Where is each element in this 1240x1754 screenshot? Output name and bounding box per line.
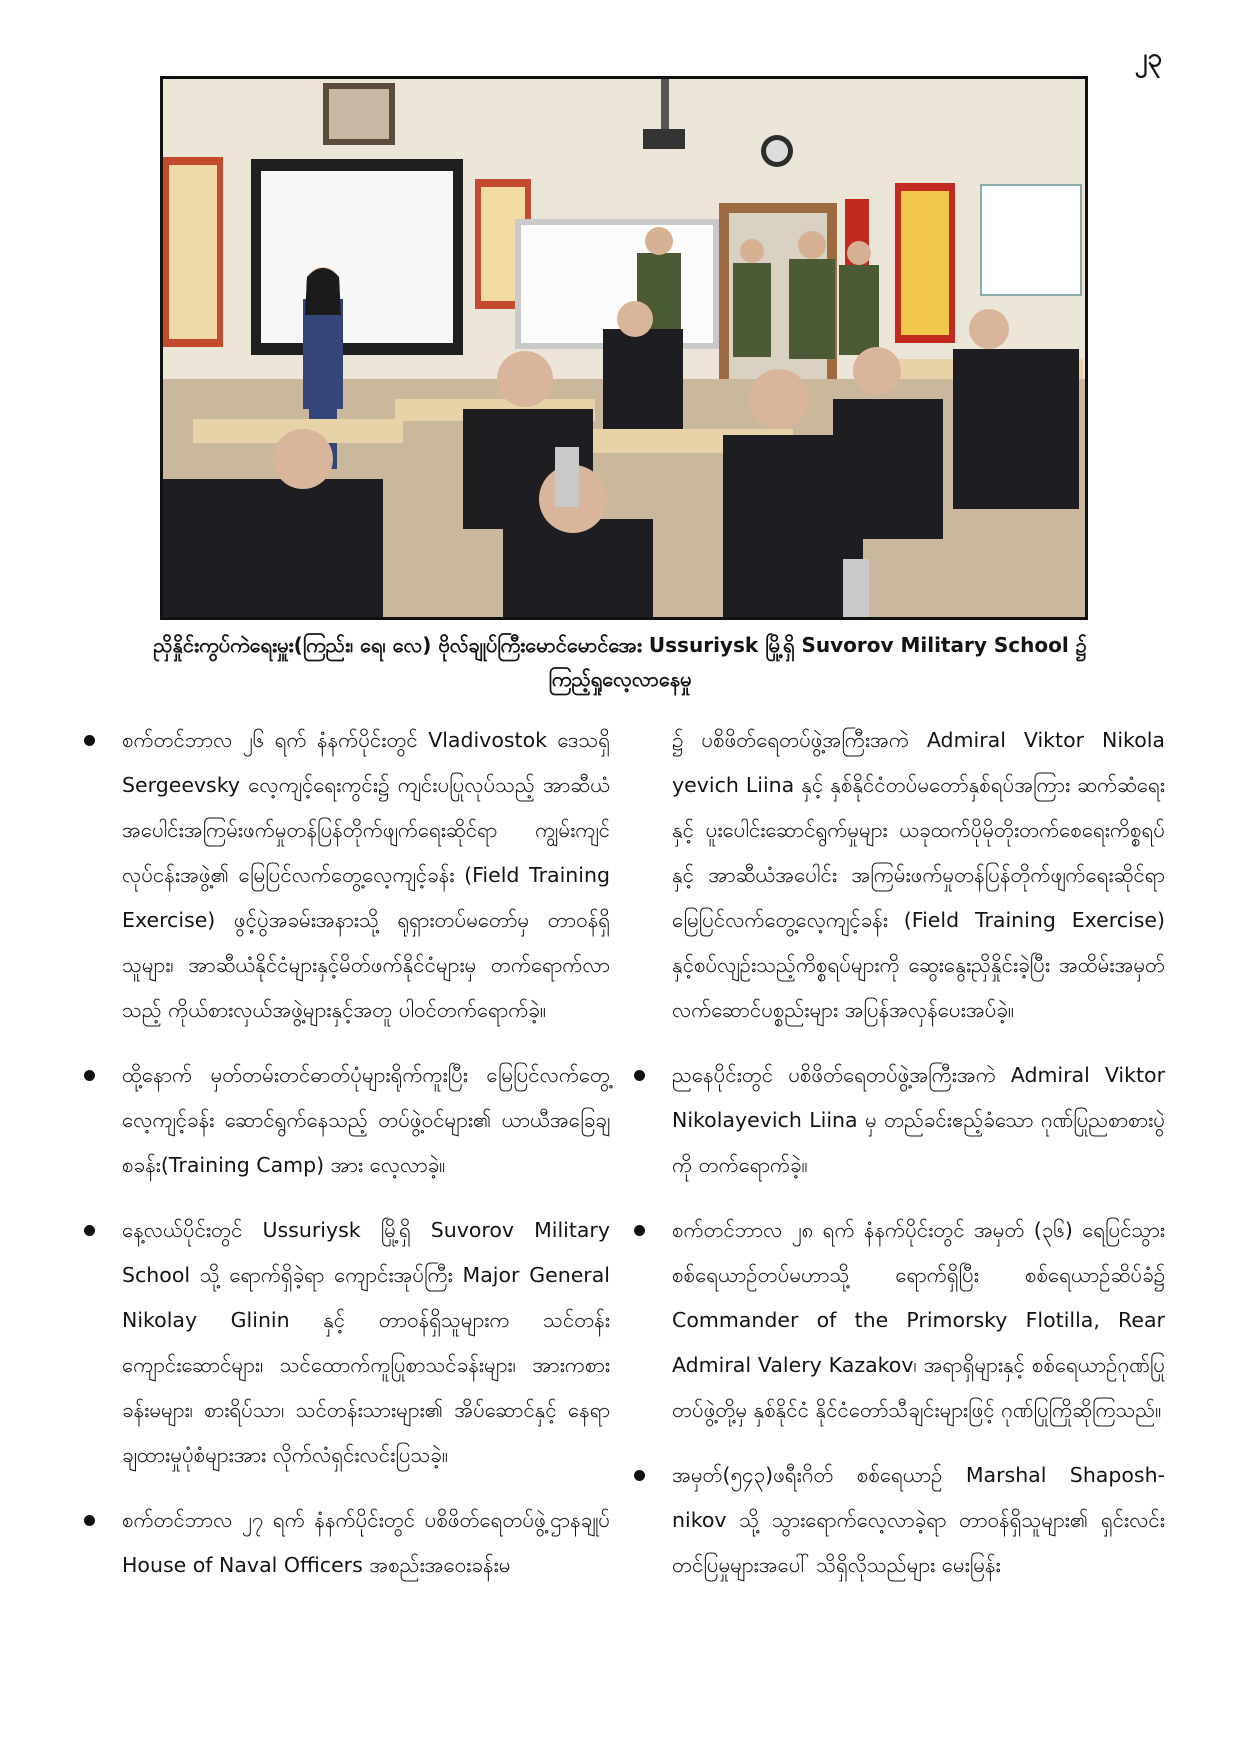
- left-column: [80, 718, 610, 1608]
- list-item: [80, 1053, 610, 1188]
- bullet-icon: [634, 1470, 645, 1481]
- list-item-text: စက်တင်ဘာလ ၂၇ ရက် နံနက်ပိုင်းတွင် ပစိဖိတ်ရေတပ်ဖွဲ့ဌာနချုပ် House of Naval Officers အစည်းအဝေးခန်းမ: [122, 1508, 610, 1577]
- list-item-text: ထို့နောက် မှတ်တမ်းတင်ဓာတ်ပုံများရိုက်ကူးပြီး မြေပြင်လက်တွေ့လေ့ကျင့်ခန်း ဆောင်ရွက်နေသည့် တပ်ဖွဲ့ဝင်များ၏ ယာယီအခြေချစခန်း(Training Camp) အား လေ့လာခဲ့။: [122, 1063, 610, 1177]
- list-item: [80, 1208, 610, 1478]
- classroom-photo-icon: [163, 79, 1085, 617]
- list-item-text: စက်တင်ဘာလ ၂၈ ရက် နံနက်ပိုင်းတွင် အမှတ် (၃၆) ရေပြင်သွားစစ်ရေယာဉ်တပ်မဟာသို့ ရောက်ရှိပြီး စစ်ရေယာဉ်ဆိပ်ခံ၌ Commander of the Primorsky Flotilla, Rear Admiral Valery Kazakov၊ အရာရှိများနှင့် စစ်ရေယာဉ်ဂုဏ်ပြုတပ်ဖွဲ့တို့မှ နှစ်နိုင်ငံ နိုင်ငံတော်သီချင်းများဖြင့် ဂုဏ်ပြုကြိုဆိုကြသည်။: [672, 1218, 1165, 1422]
- list-item-text: နေ့လယ်ပိုင်းတွင် Ussuriysk မြို့ရှိ Suvorov Military School သို့ ရောက်ရှိခဲ့ရာ ကျောင်းအုပ်ကြီး Major General Nikolay Glinin နှင့် တာဝန်ရှိသူများက သင်တန်းကျောင်းဆောင်များ၊ သင်ထောက်ကူပြုစာသင်ခန်းများ၊ အားကစားခန်းမများ၊ စားရိပ်သာ၊ သင်တန်းသားများ၏ အိပ်ဆောင်နှင့် နေရာချထားမှုပုံစံများအား လိုက်လံရှင်းလင်းပြသခဲ့။: [122, 1218, 610, 1467]
- list-item: [630, 1453, 1165, 1588]
- list-item-text: ညနေပိုင်းတွင် ပစိဖိတ်ရေတပ်ဖွဲ့အကြီးအကဲ Admiral Viktor Nikolayevich Liina မှ တည်ခင်းဧည့်ခံသော ဂုဏ်ပြုညစာစားပွဲကို တက်ရောက်ခဲ့။: [672, 1063, 1165, 1177]
- bullet-icon: [84, 1515, 95, 1526]
- photo-caption: [150, 628, 1090, 696]
- right-column: [630, 718, 1165, 1608]
- caption-line-2: ကြည့်ရှုလေ့လာနေမှု: [548, 667, 692, 691]
- caption-line-1: ညှိနှိုင်းကွပ်ကဲရေးမှူး(ကြည်း၊ ရေ၊ လေ) ဗိုလ်ချုပ်ကြီးမောင်မောင်အေး Ussuriysk မြို့ရှိ Suvorov Military School ၌: [153, 633, 1087, 657]
- bullet-icon: [84, 1070, 95, 1081]
- list-item-text: အမှတ်(၅၄၃)ဖရီးဂိတ် စစ်ရေယာဉ် Marshal Shaposh-nikov သို့ သွားရောက်လေ့လာခဲ့ရာ တာဝန်ရှိသူများ၏ ရှင်းလင်းတင်ပြမှုများအပေါ် သိရှိလိုသည်များ မေးမြန်း: [672, 1463, 1165, 1577]
- bullet-icon: [634, 1070, 645, 1081]
- continued-paragraph: [630, 718, 1165, 1033]
- bullet-icon: [84, 1225, 95, 1236]
- list-item: [630, 1208, 1165, 1433]
- bullet-icon: [634, 1225, 645, 1236]
- list-item: [80, 1498, 610, 1588]
- continued-text: ၌ ပစိဖိတ်ရေတပ်ဖွဲ့အကြီးအကဲ Admiral Viktor Nikola yevich Liina နှင့် နှစ်နိုင်ငံတပ်မတော်နှစ်ရပ်အကြား ဆက်ဆံရေးနှင့် ပူးပေါင်းဆောင်ရွက်မှုများ ယခုထက်ပိုမိုတိုးတက်စေရေးကိစ္စရပ်နှင့် အာဆီယံအပေါင်း အကြမ်းဖက်မှုတန်ပြန်တိုက်ဖျက်ရေးဆိုင်ရာ မြေပြင်လက်တွေ့လေ့ကျင့်ခန်း (Field Training Exercise) နှင့်စပ်လျဉ်းသည့်ကိစ္စရပ်များကို ဆွေးနွေးညှိနှိုင်းခဲ့ပြီး အထိမ်းအမှတ်လက်ဆောင်ပစ္စည်းများ အပြန်အလှန်ပေးအပ်ခဲ့။: [672, 728, 1165, 1022]
- bullet-icon: [84, 735, 95, 746]
- list-item-text: စက်တင်ဘာလ ၂၆ ရက် နံနက်ပိုင်းတွင် Vladivostok ဒေသရှိ Sergeevsky လေ့ကျင့်ရေးကွင်း၌ ကျင်းပပြုလုပ်သည့် အာဆီယံအပေါင်းအကြမ်းဖက်မှုတန်ပြန်တိုက်ဖျက်ရေးဆိုင်ရာ ကျွမ်းကျင်လုပ်ငန်းအဖွဲ့၏ မြေပြင်လက်တွေ့လေ့ကျင့်ခန်း (Field Training Exercise) ဖွင့်ပွဲအခမ်းအနားသို့ ရုရှားတပ်မတော်မှ တာဝန်ရှိသူများ၊ အာဆီယံနိုင်ငံများနှင့်မိတ်ဖက်နိုင်ငံများမှ တက်ရောက်လာသည့် ကိုယ်စားလှယ်အဖွဲ့များနှင့်အတူ ပါဝင်တက်ရောက်ခဲ့။: [122, 728, 610, 1022]
- list-item: [80, 718, 610, 1033]
- page-number: ၂၃: [1134, 43, 1162, 73]
- list-item: [630, 1053, 1165, 1188]
- classroom-photo: [160, 76, 1088, 620]
